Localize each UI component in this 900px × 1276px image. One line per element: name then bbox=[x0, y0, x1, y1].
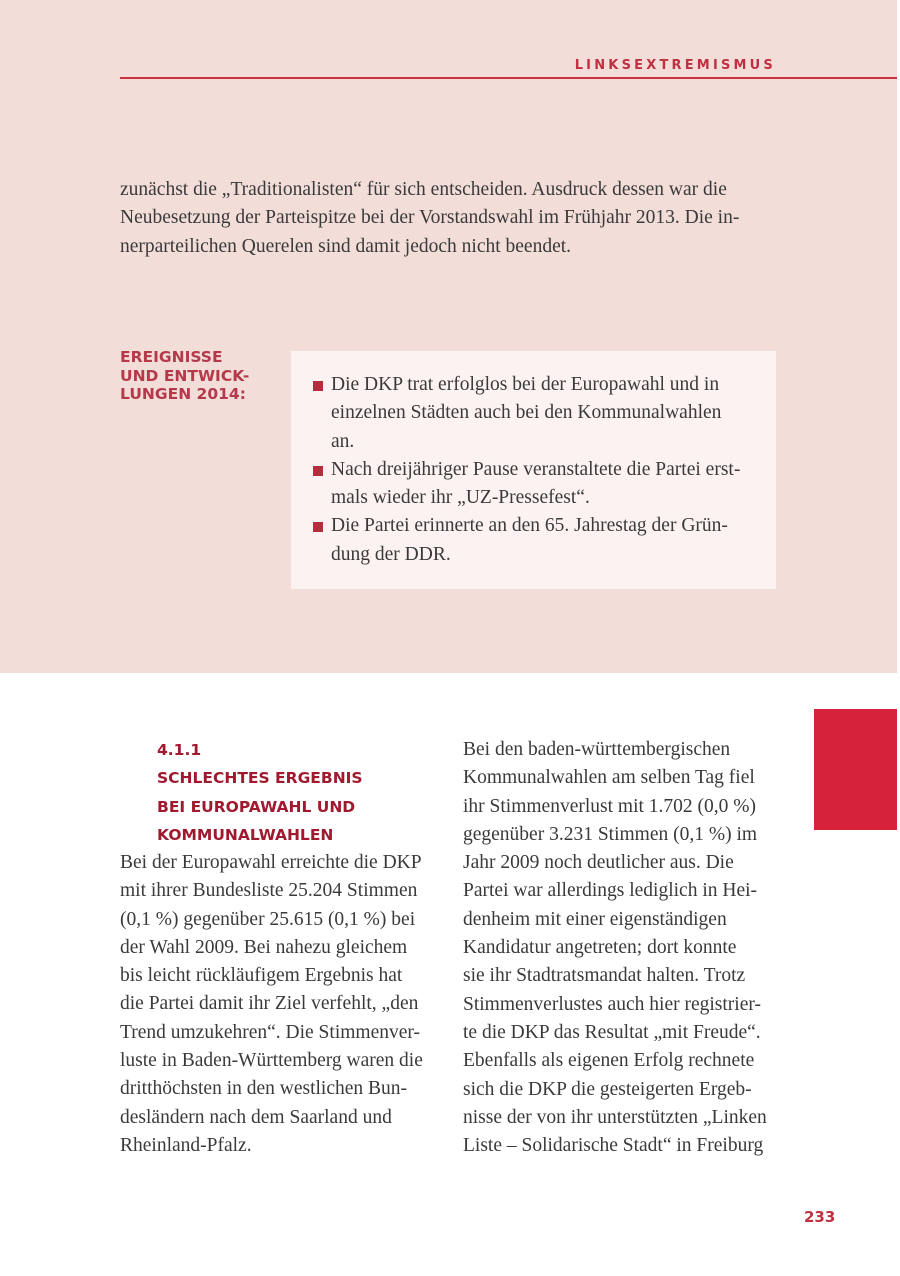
events-label-line: LUNGEN 2014: bbox=[120, 385, 246, 403]
text-line: Bei der Europawahl erreichte die DKP bbox=[120, 852, 422, 873]
text-line: Rheinland-Pfalz. bbox=[120, 1134, 252, 1156]
text-line: Liste – Solidarische Stadt“ in Freiburg bbox=[463, 1135, 764, 1157]
section-title-line: KOMMUNALWAHLEN bbox=[157, 825, 334, 844]
section-number: 4.1.1 bbox=[157, 741, 202, 759]
left-column bbox=[120, 849, 434, 1160]
text-line: luste in Baden-Württemberg waren die bbox=[120, 1050, 423, 1072]
text-line: Neubesetzung der Parteispitze bei der Vorstandswahl im Frühjahr 2013. Die in- bbox=[120, 207, 740, 229]
list-item bbox=[313, 512, 755, 569]
square-bullet-icon bbox=[313, 522, 323, 532]
events-list bbox=[313, 371, 755, 569]
list-item bbox=[313, 371, 755, 456]
header-rule bbox=[120, 77, 897, 79]
text-line: Stimmenverlustes auch hier registrier- bbox=[463, 993, 761, 1015]
text-line: Nach dreijähriger Pause veranstaltete die Partei erst- bbox=[331, 458, 741, 480]
text-line: Jahr 2009 noch deutlicher aus. Die bbox=[463, 852, 734, 874]
text-line: te die DKP das Resultat „mit Freude“. bbox=[463, 1021, 761, 1043]
text-line: nisse der von ihr unterstützten „Linken bbox=[463, 1106, 767, 1128]
text-line: zunächst die „Traditionalisten“ für sich entscheiden. Ausdruck dessen war die bbox=[120, 179, 727, 200]
text-line: Bei den baden-württembergischen bbox=[463, 739, 731, 760]
intro-paragraph bbox=[120, 176, 776, 261]
text-line: nerparteilichen Querelen sind damit jedoch nicht beendet. bbox=[120, 235, 572, 257]
events-label bbox=[120, 348, 270, 404]
text-line: bis leicht rückläufigem Ergebnis hat bbox=[120, 965, 403, 987]
page-number: 233 bbox=[804, 1208, 836, 1226]
square-bullet-icon bbox=[313, 466, 323, 476]
running-head: LINKSEXTREMISMUS bbox=[574, 58, 776, 73]
text-line: Die Partei erinnerte an den 65. Jahrestag der Grün- bbox=[331, 515, 728, 537]
text-line: mals wieder ihr „UZ-Pressefest“. bbox=[331, 487, 590, 509]
text-line: sie ihr Stadtratsmandat halten. Trotz bbox=[463, 965, 746, 987]
text-line: denheim mit einer eigenständigen bbox=[463, 908, 727, 930]
chapter-tab bbox=[814, 709, 897, 830]
text-line: desländern nach dem Saarland und bbox=[120, 1106, 392, 1128]
text-line: (0,1 %) gegenüber 25.615 (0,1 %) bei bbox=[120, 908, 416, 930]
text-line: mit ihrer Bundesliste 25.204 Stimmen bbox=[120, 880, 418, 902]
text-line: der Wahl 2009. Bei nahezu gleichem bbox=[120, 936, 408, 958]
section-title-line: BEI EUROPAWAHL UND bbox=[157, 797, 356, 816]
square-bullet-icon bbox=[313, 381, 323, 391]
events-label-line: UND ENTWICK- bbox=[120, 366, 250, 385]
text-line: Ebenfalls als eigenen Erfolg rechnete bbox=[463, 1050, 755, 1072]
section-heading bbox=[157, 736, 437, 849]
section-title-line: SCHLECHTES ERGEBNIS bbox=[157, 769, 363, 788]
text-line: dung der DDR. bbox=[331, 543, 451, 565]
events-box bbox=[291, 351, 776, 589]
text-line: die Partei damit ihr Ziel verfehlt, „den bbox=[120, 993, 419, 1015]
text-line: Die DKP trat erfolglos bei der Europawahl und in bbox=[331, 374, 720, 395]
right-column bbox=[463, 736, 777, 1160]
text-line: an. bbox=[331, 430, 355, 452]
text-line: Kommunalwahlen am selben Tag fiel bbox=[463, 767, 755, 789]
text-line: Trend umzukehren“. Die Stimmenver- bbox=[120, 1021, 420, 1043]
text-line: einzelnen Städten auch bei den Kommunalwahlen bbox=[331, 402, 722, 424]
text-line: sich die DKP die gesteigerten Ergeb- bbox=[463, 1078, 752, 1100]
text-line: ihr Stimmenverlust mit 1.702 (0,0 %) bbox=[463, 795, 757, 817]
text-line: gegenüber 3.231 Stimmen (0,1 %) im bbox=[463, 823, 758, 845]
text-line: Kandidatur angetreten; dort konnte bbox=[463, 937, 737, 959]
text-line: Partei war allerdings lediglich in Hei- bbox=[463, 880, 758, 902]
events-label-line: EREIGNISSE bbox=[120, 348, 223, 366]
text-line: dritthöchsten in den westlichen Bun- bbox=[120, 1078, 408, 1100]
list-item bbox=[313, 456, 755, 513]
